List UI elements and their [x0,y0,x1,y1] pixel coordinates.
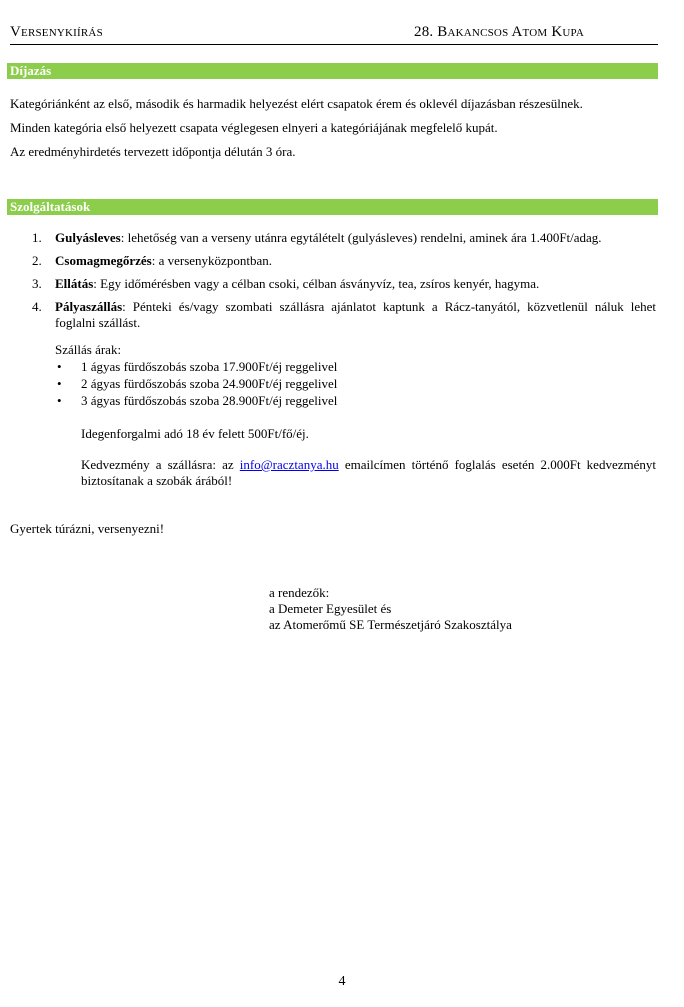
prizes-line-2: Minden kategória első helyezett csapata véglegesen elnyeri a kategóriájának megfelelő kupát. [10,120,498,135]
service-description: : Pénteki és/vagy szombati szállásra ajánlatot kaptunk a Rácz-tanyától, közvetlenül náluk lehet foglalni szállást. [55,299,656,330]
organizers-line: a rendezők: [269,585,330,600]
room-price-item [55,392,658,409]
prizes-line-1: Kategóriánként az első, második és harmadik helyezést elért csapatok érem és oklevél díjazásban részesülnek. [10,96,583,111]
page-number: 4 [338,974,346,989]
service-term: Pályaszállás [55,299,123,314]
service-description: : lehetőség van a verseny utánra egytálételt (gulyásleves) rendelni, aminek ára 1.400Ft/adag. [120,230,602,245]
bullet-icon: • [57,359,62,374]
organizers-line: az Atomerőmű SE Természetjáró Szakosztálya [269,617,512,632]
bullet-icon: • [57,393,62,408]
room-price-item [55,375,658,392]
service-number: 2. [32,253,42,268]
closing-line: Gyertek túrázni, versenyezni! [10,521,165,536]
service-term: Ellátás [55,276,94,291]
discount-note [81,457,656,489]
page-header [10,22,658,45]
organizers-line: a Demeter Egyesület és [269,601,392,616]
service-term: Gulyásleves [55,230,121,245]
prizes-line-3: Az eredményhirdetés tervezett időpontja délután 3 óra. [10,144,296,159]
section-heading-services: Szolgáltatások [7,199,658,215]
service-item-soup [10,230,656,246]
discount-text-start: Kedvezmény a szállásra: az [81,457,240,472]
header-document-type: Versenykiírás [10,24,103,40]
tourist-tax-note: Idegenforgalmi adó 18 év felett 500Ft/fő/éj. [81,426,309,441]
organizers-block [269,585,512,633]
service-number: 4. [32,299,42,314]
service-item-accommodation [10,299,656,331]
service-number: 1. [32,230,42,245]
lodging-prices-title: Szállás árak: [55,342,122,357]
section-heading-prizes: Díjazás [7,63,658,79]
service-item-luggage [10,253,656,269]
services-list [10,230,656,338]
room-price-text: 2 ágyas fürdőszobás szoba 24.900Ft/éj reggelivel [81,376,338,391]
header-event-title: 28. Bakancsos Atom Kupa [414,24,584,40]
service-description: : Egy időmérésben vagy a célban csoki, célban ásványvíz, tea, zsíros kenyér, hagyma. [93,276,540,291]
room-price-item [55,358,658,375]
service-number: 3. [32,276,42,291]
email-link[interactable]: info@racztanya.hu [239,457,339,472]
bullet-icon: • [57,376,62,391]
lodging-prices [55,342,658,409]
service-description: : a versenyközpontban. [151,253,272,268]
service-term: Csomagmegőrzés [55,253,152,268]
room-price-list [55,358,658,409]
room-price-text: 3 ágyas fürdőszobás szoba 28.900Ft/éj reggelivel [81,393,338,408]
room-price-text: 1 ágyas fürdőszobás szoba 17.900Ft/éj reggelivel [81,359,338,374]
service-item-catering [10,276,656,292]
discount-text-end: emailcímen történő foglalás esetén 2.000Ft kedvezményt biztosítanak a szobák árából! [81,457,656,488]
